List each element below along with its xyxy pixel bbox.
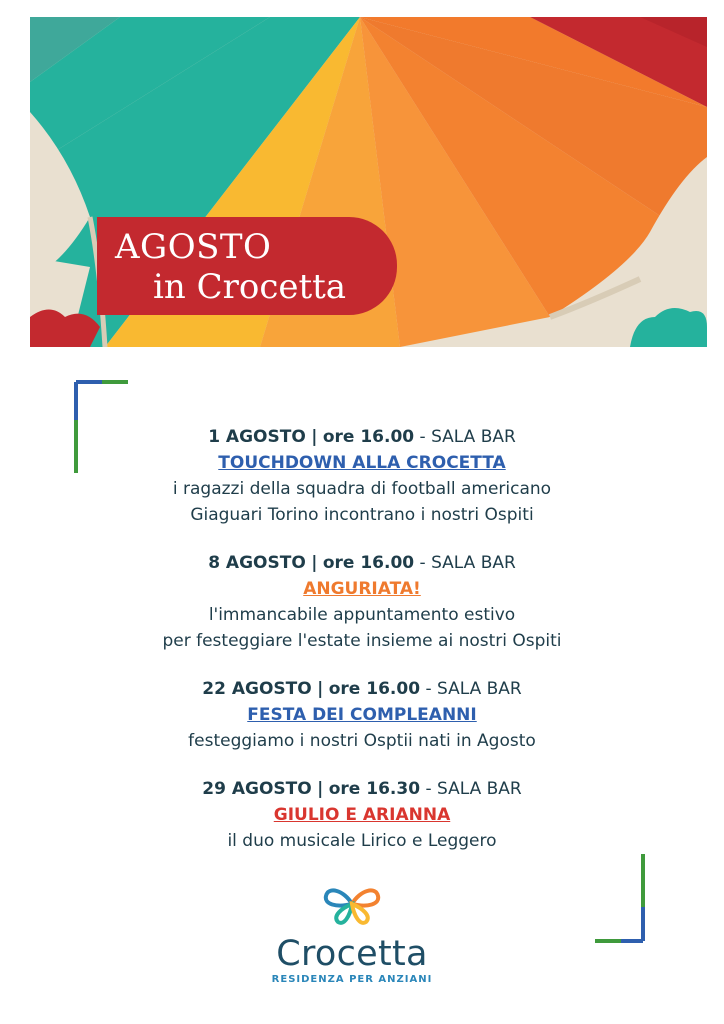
event-time: ore 16.00	[322, 553, 415, 573]
event-description: per festeggiare l'estate insieme ai nostri Ospiti	[162, 631, 562, 651]
event-date: 29 AGOSTO	[202, 779, 312, 799]
event-description: il duo musicale Lirico e Leggero	[227, 831, 497, 851]
title-line-2: in Crocetta	[153, 267, 347, 307]
event-description: l'immancabile appuntamento estivo	[208, 605, 516, 625]
title-badge	[97, 217, 397, 315]
event-date: 22 AGOSTO	[202, 679, 312, 699]
event-date: 8 AGOSTO	[208, 553, 306, 573]
event-time: ore 16.00	[328, 679, 421, 699]
event-item	[0, 776, 724, 854]
event-header	[0, 550, 724, 576]
events-list	[0, 424, 724, 876]
event-title-link[interactable]: FESTA DEI COMPLEANNI	[247, 705, 477, 725]
event-title-link[interactable]: TOUCHDOWN ALLA CROCETTA	[218, 453, 506, 473]
separator: |	[311, 427, 318, 447]
event-date: 1 AGOSTO	[208, 427, 306, 447]
separator: |	[311, 553, 318, 573]
title-line-1: AGOSTO	[115, 227, 272, 267]
logo-subtitle: RESIDENZA PER ANZIANI	[271, 974, 433, 985]
event-location: - SALA BAR	[425, 779, 522, 799]
crocetta-logo	[262, 882, 442, 985]
event-title-link[interactable]: GIULIO E ARIANNA	[273, 805, 451, 825]
event-description: Giaguari Torino incontrano i nostri Ospiti	[190, 505, 534, 525]
event-description: i ragazzi della squadra di football americano	[172, 479, 552, 499]
event-item	[0, 676, 724, 754]
separator: |	[317, 779, 324, 799]
header-banner	[30, 17, 707, 347]
event-location: - SALA BAR	[419, 427, 516, 447]
event-header	[0, 676, 724, 702]
event-item	[0, 550, 724, 654]
event-location: - SALA BAR	[419, 553, 516, 573]
logo-name: Crocetta	[276, 934, 428, 974]
event-header	[0, 424, 724, 450]
butterfly-icon	[322, 882, 382, 926]
event-location: - SALA BAR	[425, 679, 522, 699]
event-time: ore 16.30	[328, 779, 421, 799]
event-time: ore 16.00	[322, 427, 415, 447]
separator: |	[317, 679, 324, 699]
event-description: festeggiamo i nostri Osptii nati in Agosto	[188, 731, 536, 751]
event-title-link[interactable]: ANGURIATA!	[303, 579, 421, 599]
event-header	[0, 776, 724, 802]
event-item	[0, 424, 724, 528]
